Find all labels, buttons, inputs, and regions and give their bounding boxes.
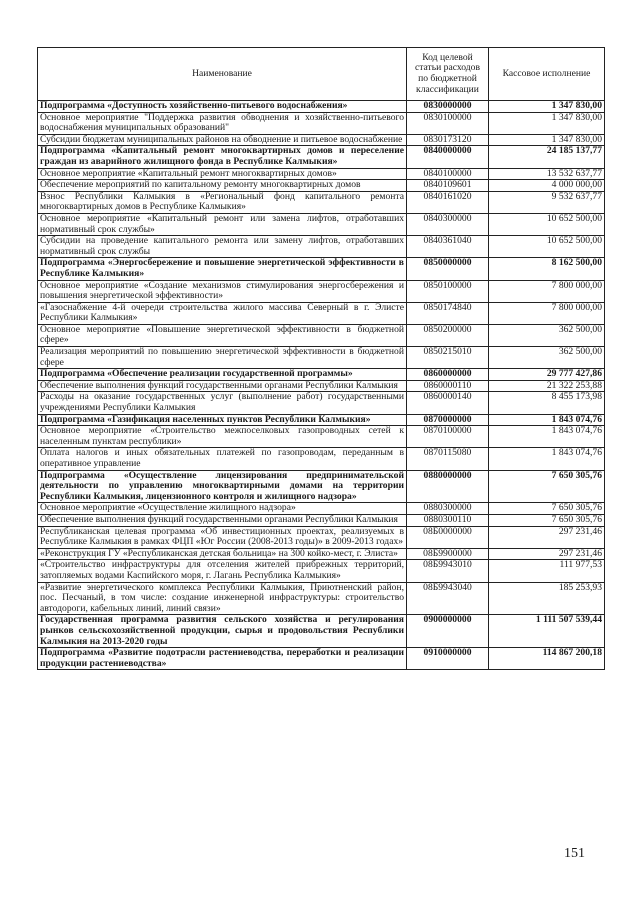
row-amount-cell: 24 185 137,77 (489, 146, 605, 168)
table-row (38, 101, 605, 113)
row-amount-cell: 114 867 200,18 (489, 648, 605, 670)
row-code-cell: 0830100000 (407, 112, 489, 134)
table-row (38, 302, 605, 324)
row-name-cell: Расходы на оказание государственных услуг (выполнение работ) государственными учреждениями Республики Калмыкия (38, 392, 407, 414)
row-code-cell: 0840109601 (407, 180, 489, 192)
row-code-cell: 0840161020 (407, 191, 489, 213)
row-name-cell: Обеспечение мероприятий по капитальному ремонту многоквартирных домов (38, 180, 407, 192)
row-amount-cell: 7 650 305,76 (489, 514, 605, 526)
row-name-cell: Оплата налогов и иных обязательных платежей по газопроводам, переданным в оперативное управление (38, 448, 407, 470)
row-name-cell: Основное мероприятие "Поддержка развития обводнения и хозяйственно-питьевого водоснабжения муниципальных образований" (38, 112, 407, 134)
row-name-cell: Реализация мероприятий по повышению энергетической эффективности в бюджетной сфере (38, 347, 407, 369)
row-code-cell: 08Б9900000 (407, 548, 489, 560)
row-name-cell: Основное мероприятие «Строительство межпоселковых газопроводных сетей к населенным пунктам республики» (38, 426, 407, 448)
row-amount-cell: 297 231,46 (489, 526, 605, 548)
row-name-cell: Субсидии на проведение капитального ремонта или замену лифтов, отработавших нормативный срок службы (38, 236, 407, 258)
table-row (38, 258, 605, 280)
row-name-cell: «Газоснабжение 4-й очереди строительства жилого массива Северный в г. Элисте Республики Калмыкия» (38, 302, 407, 324)
row-amount-cell: 362 500,00 (489, 324, 605, 346)
row-code-cell: 0840000000 (407, 146, 489, 168)
row-amount-cell: 7 650 305,76 (489, 503, 605, 515)
row-amount-cell: 9 532 637,77 (489, 191, 605, 213)
row-amount-cell: 7 800 000,00 (489, 280, 605, 302)
row-amount-cell: 362 500,00 (489, 347, 605, 369)
table-row (38, 324, 605, 346)
row-code-cell: 0860000000 (407, 369, 489, 381)
table-row (38, 648, 605, 670)
table-row (38, 213, 605, 235)
table-row (38, 191, 605, 213)
row-amount-cell: 185 253,93 (489, 582, 605, 615)
row-name-cell: Основное мероприятие «Осуществление жилищного надзора» (38, 503, 407, 515)
table-row (38, 615, 605, 648)
table-row (38, 112, 605, 134)
row-name-cell: Субсидии бюджетам муниципальных районов на обводнение и питьевое водоснабжение (38, 134, 407, 146)
table-row (38, 503, 605, 515)
row-code-cell: 08Б0000000 (407, 526, 489, 548)
row-amount-cell: 1 111 507 539,44 (489, 615, 605, 648)
row-name-cell: Обеспечение выполнения функций государственными органами Республики Калмыкия (38, 514, 407, 526)
table-header-row (38, 48, 605, 101)
row-amount-cell: 21 322 253,88 (489, 380, 605, 392)
row-code-cell: 0870000000 (407, 414, 489, 426)
table-row (38, 560, 605, 582)
row-amount-cell: 7 800 000,00 (489, 302, 605, 324)
row-code-cell: 0910000000 (407, 648, 489, 670)
row-code-cell: 0850000000 (407, 258, 489, 280)
row-code-cell: 0850200000 (407, 324, 489, 346)
row-code-cell: 0900000000 (407, 615, 489, 648)
row-amount-cell: 8 162 500,00 (489, 258, 605, 280)
row-name-cell: Государственная программа развития сельского хозяйства и регулирования рынков сельскохозяйственной продукции, сырья и продовольствия Республики Калмыкия на 2013-2020 годы (38, 615, 407, 648)
row-amount-cell: 1 347 830,00 (489, 112, 605, 134)
table-row (38, 134, 605, 146)
row-name-cell: «Строительство инфраструктуры для отселения жителей прибрежных территорий, затопляемых водами Каспийского моря, г. Лагань Республика Калмыкия» (38, 560, 407, 582)
row-amount-cell: 1 843 074,76 (489, 426, 605, 448)
table-row (38, 448, 605, 470)
table-row (38, 236, 605, 258)
table-row (38, 514, 605, 526)
row-amount-cell: 13 532 637,77 (489, 168, 605, 180)
row-code-cell: 0860000140 (407, 392, 489, 414)
row-name-cell: Подпрограмма «Доступность хозяйственно-питьевого водоснабжения» (38, 101, 407, 113)
table-row (38, 347, 605, 369)
row-amount-cell: 7 650 305,76 (489, 470, 605, 503)
row-code-cell: 0840361040 (407, 236, 489, 258)
row-code-cell: 0830000000 (407, 101, 489, 113)
table-row (38, 392, 605, 414)
row-name-cell: Обеспечение выполнения функций государственными органами Республики Калмыкия (38, 380, 407, 392)
row-name-cell: Подпрограмма «Осуществление лицензирования предпринимательской деятельности по управлению многоквартирными домами на территории Республики Калмыкия, лицензионного контроля и жилищного надзора» (38, 470, 407, 503)
row-name-cell: Основное мероприятие «Капитальный ремонт многоквартирных домов» (38, 168, 407, 180)
table-row (38, 146, 605, 168)
table-row (38, 180, 605, 192)
row-amount-cell: 1 347 830,00 (489, 134, 605, 146)
row-code-cell: 08Б9943040 (407, 582, 489, 615)
table-row (38, 470, 605, 503)
row-code-cell: 0840300000 (407, 213, 489, 235)
row-code-cell: 0880300000 (407, 503, 489, 515)
row-code-cell: 0850215010 (407, 347, 489, 369)
row-name-cell: Подпрограмма «Капитальный ремонт многоквартирных домов и переселение граждан из аварийного жилищного фонда в Республике Калмыкия» (38, 146, 407, 168)
row-code-cell: 0830173120 (407, 134, 489, 146)
row-name-cell: Подпрограмма «Газификация населенных пунктов Республики Калмыкия» (38, 414, 407, 426)
row-amount-cell: 297 231,46 (489, 548, 605, 560)
table-row (38, 369, 605, 381)
row-code-cell: 0870115080 (407, 448, 489, 470)
header-amount: Кассовое исполнение (489, 48, 605, 101)
row-code-cell: 0880000000 (407, 470, 489, 503)
row-name-cell: Основное мероприятие «Повышение энергетической эффективности в бюджетной сфере» (38, 324, 407, 346)
row-code-cell: 0840100000 (407, 168, 489, 180)
table-row (38, 426, 605, 448)
row-amount-cell: 29 777 427,86 (489, 369, 605, 381)
table-row (38, 280, 605, 302)
page-number: 151 (564, 846, 585, 861)
row-name-cell: «Развитие энергетического комплекса Республики Калмыкия, Приютненский район, пос. Песчаный, в том числе: создание инженерной инфраструктуры: строительство автодороги, кабельных линий, линий связи» (38, 582, 407, 615)
budget-table (37, 47, 605, 670)
table-row (38, 582, 605, 615)
row-name-cell: Основное мероприятие «Создание механизмов стимулирования энергосбережения и повышения энергетической эффективности» (38, 280, 407, 302)
row-code-cell: 0850174840 (407, 302, 489, 324)
row-code-cell: 08Б9943010 (407, 560, 489, 582)
row-code-cell: 0880300110 (407, 514, 489, 526)
row-amount-cell: 1 347 830,00 (489, 101, 605, 113)
row-amount-cell: 111 977,53 (489, 560, 605, 582)
row-name-cell: Взнос Республики Калмыкия в «Региональный фонд капитального ремонта многоквартирных домов в Республике Калмыкия» (38, 191, 407, 213)
table-row (38, 526, 605, 548)
header-code: Код целевой статьи расходов по бюджетной классификации (407, 48, 489, 101)
table-row (38, 414, 605, 426)
row-code-cell: 0870100000 (407, 426, 489, 448)
row-name-cell: Республиканская целевая программа «Об инвестиционных проектах, реализуемых в Республике Калмыкия в рамках ФЦП «Юг России (2008-2013 годы)» в 2009-2013 годах» (38, 526, 407, 548)
row-code-cell: 0850100000 (407, 280, 489, 302)
row-name-cell: Основное мероприятие «Капитальный ремонт или замена лифтов, отработавших нормативный срок службы» (38, 213, 407, 235)
header-name: Наименование (38, 48, 407, 101)
row-amount-cell: 10 652 500,00 (489, 236, 605, 258)
table-row (38, 380, 605, 392)
row-name-cell: «Реконструкция ГУ «Республиканская детская больница» на 300 койко-мест, г. Элиста» (38, 548, 407, 560)
row-amount-cell: 1 843 074,76 (489, 448, 605, 470)
table-row (38, 548, 605, 560)
table-row (38, 168, 605, 180)
row-name-cell: Подпрограмма «Развитие подотрасли растениеводства, переработки и реализации продукции растениеводства» (38, 648, 407, 670)
row-name-cell: Подпрограмма «Обеспечение реализации государственной программы» (38, 369, 407, 381)
row-amount-cell: 4 000 000,00 (489, 180, 605, 192)
row-code-cell: 0860000110 (407, 380, 489, 392)
row-amount-cell: 1 843 074,76 (489, 414, 605, 426)
row-name-cell: Подпрограмма «Энергосбережение и повышение энергетической эффективности в Республике Калмыкия» (38, 258, 407, 280)
row-amount-cell: 8 455 173,98 (489, 392, 605, 414)
row-amount-cell: 10 652 500,00 (489, 213, 605, 235)
